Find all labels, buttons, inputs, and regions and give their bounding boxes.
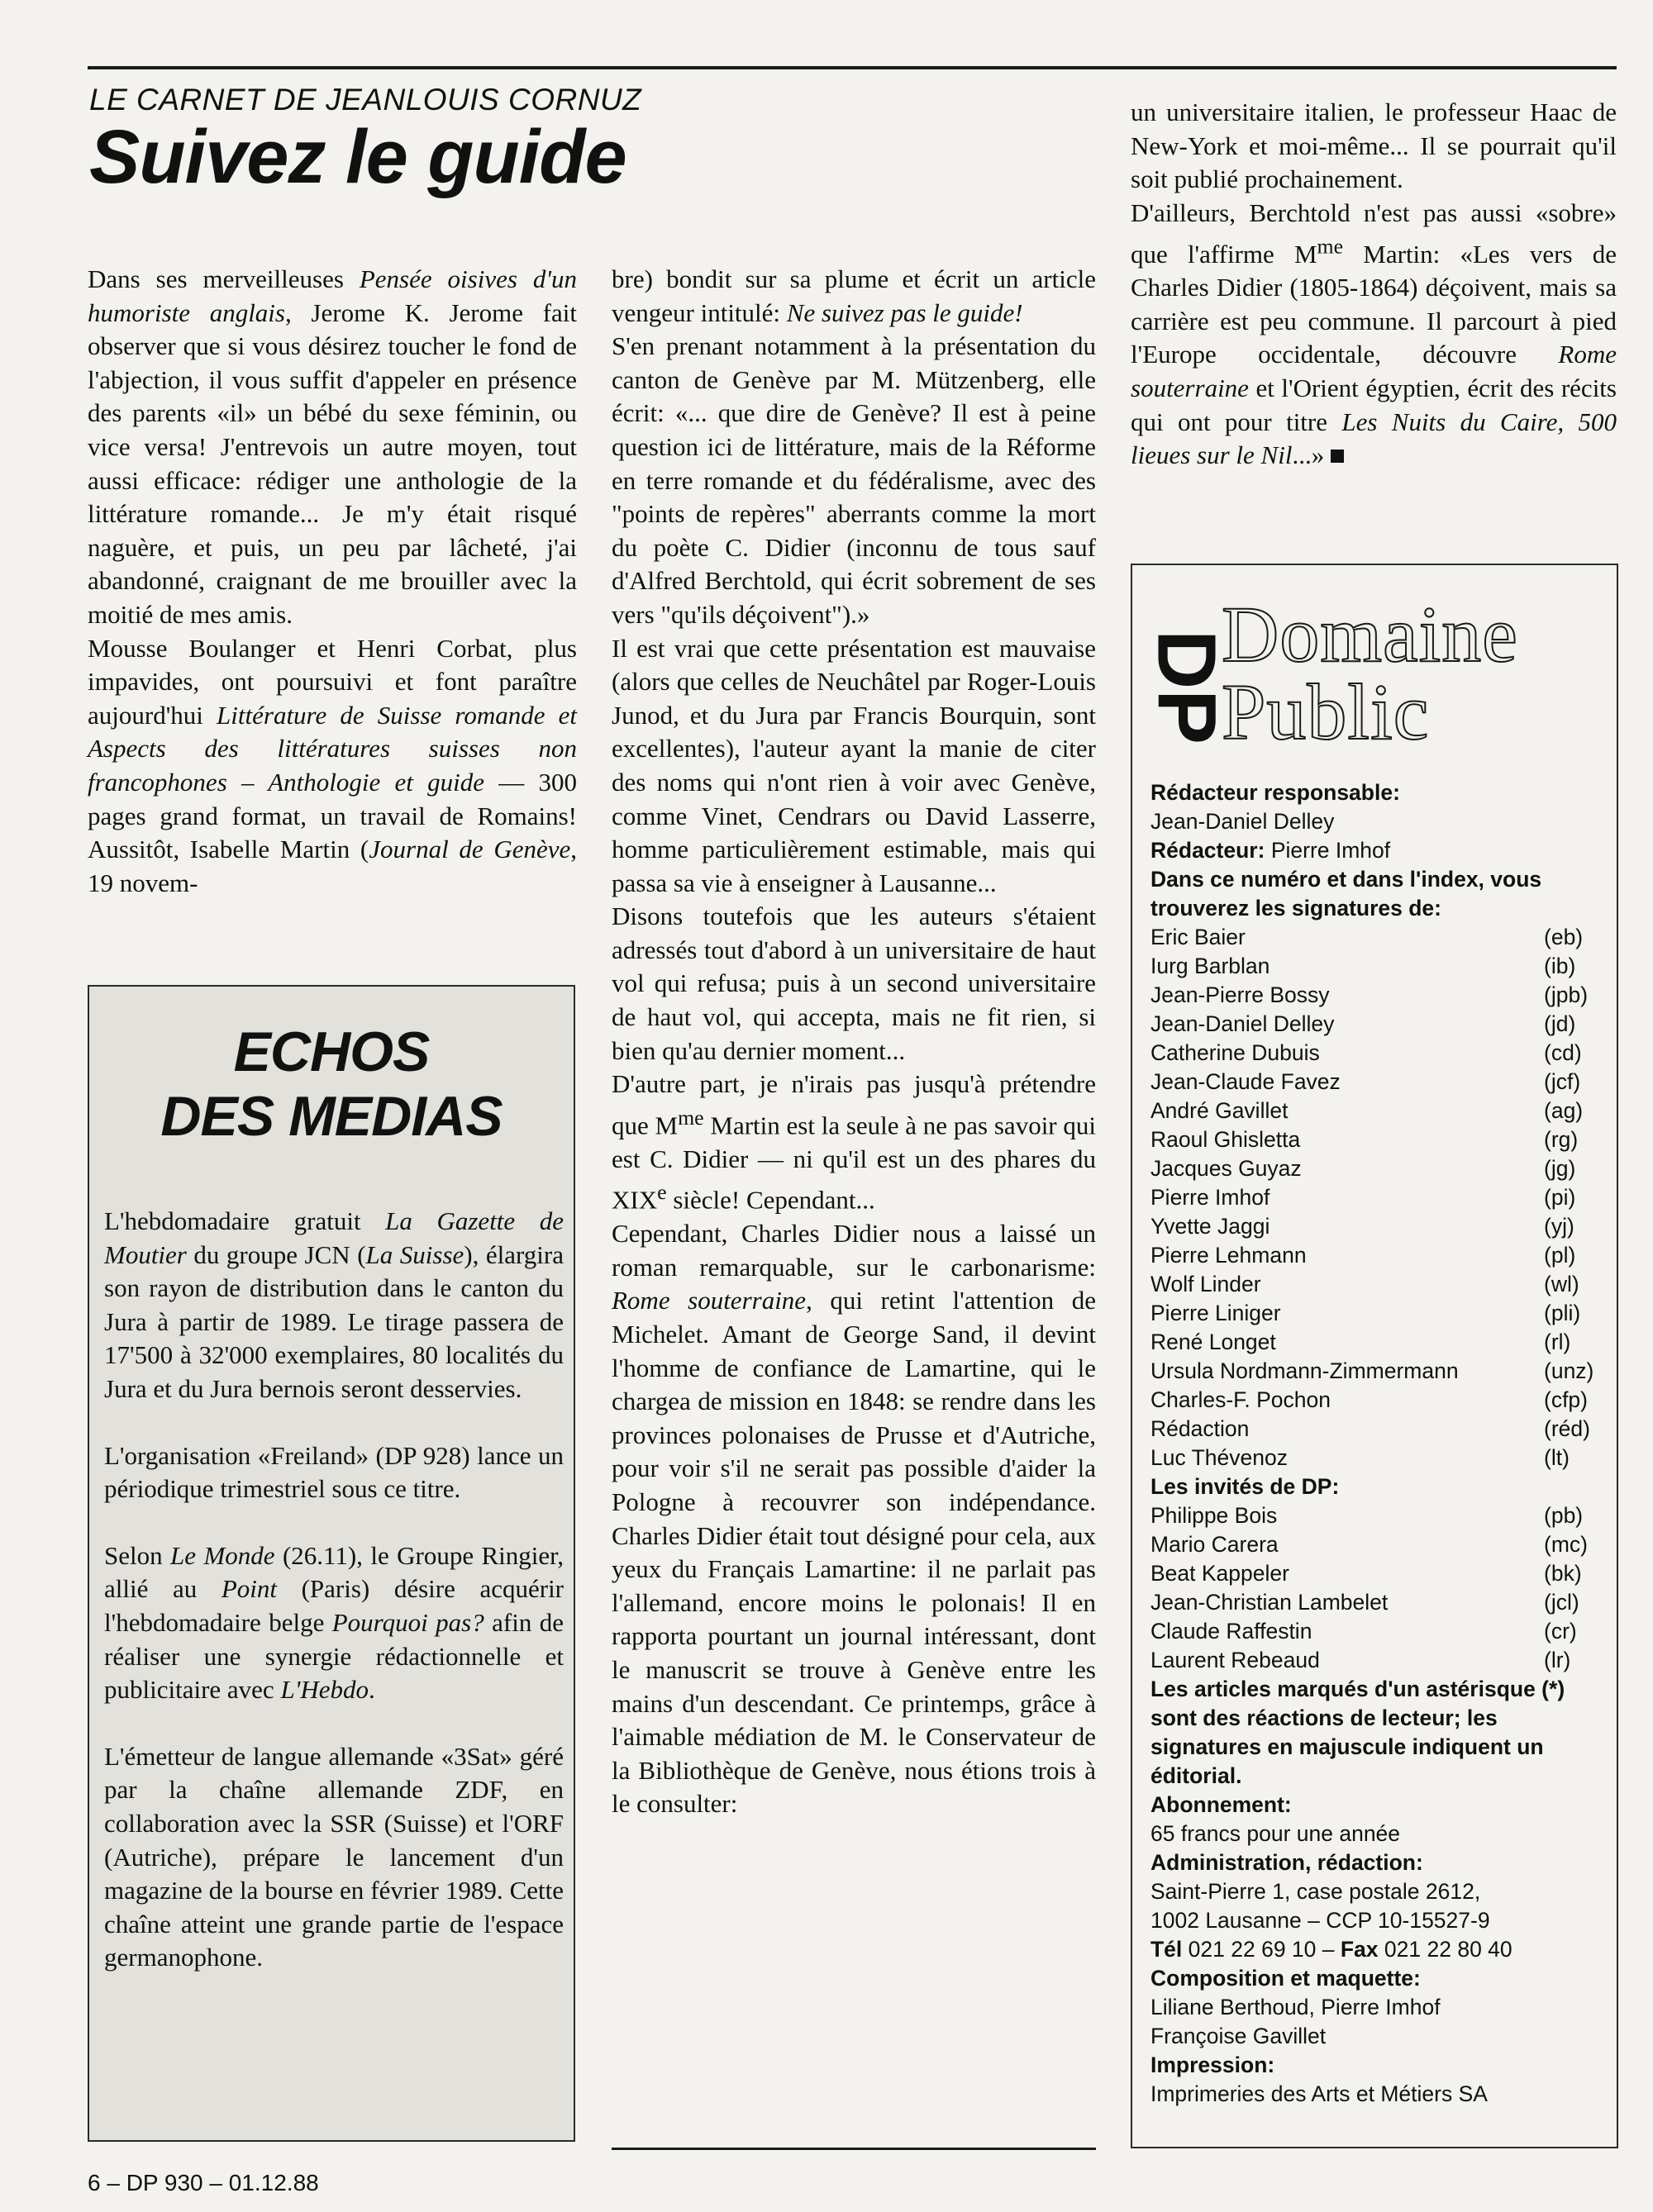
composition-label: Composition et maquette: — [1150, 1966, 1421, 1991]
masthead-box — [1131, 564, 1618, 2148]
signature-row — [1150, 1241, 1603, 1270]
echos-item: L'émetteur de langue allemande «3Sat» géré par la chaîne allemande ZDF, en collaboration avec la SSR (Suisse) et l'ORF (Autriche), prépare le lancement d'un magazine de la bourse en février 1989. Cette chaîne atteint une grande partie de l'espace germanophone. — [104, 1741, 564, 1972]
signature-row — [1150, 1501, 1603, 1530]
signature-row — [1150, 923, 1603, 952]
signature-row — [1150, 1010, 1603, 1039]
invites-list — [1150, 1501, 1603, 1675]
signature-name: Iurg Barblan — [1150, 954, 1270, 978]
signature-name: Jean-Daniel Delley — [1150, 1011, 1335, 1036]
article-final-paragraph: D'ailleurs, Berchtold n'est pas aussi «sobre» que l'affirme $M^{me}$ Martin: «Les vers de Charles Didier (1805-1864) déçoivent, mais sa carrière est peu commune. Il parcourt à pied l'Europe occidentale, découvre Rome souterraine et l'Orient égyptien, écrit des récits qui ont pour titre Les Nuits du Caire, 500 lieues sur le Nil...» — [1131, 197, 1617, 470]
signature-name: Pierre Lehmann — [1150, 1243, 1307, 1268]
signature-name: Luc Thévenoz — [1150, 1445, 1288, 1470]
address-line-2: 1002 Lausanne – CCP 10-15527-9 — [1150, 1908, 1490, 1933]
signature-initials: (wl) — [1544, 1272, 1579, 1296]
signature-row — [1150, 1357, 1603, 1386]
signature-row — [1150, 1068, 1603, 1096]
signature-initials: (cd) — [1544, 1040, 1582, 1065]
redacteur-line — [1150, 836, 1603, 865]
signature-name: Philippe Bois — [1150, 1503, 1278, 1528]
impression-value: Imprimeries des Arts et Métiers SA — [1150, 2081, 1488, 2106]
signature-row — [1150, 1299, 1603, 1328]
signature-initials: (jg) — [1544, 1156, 1576, 1181]
article-column-2 — [612, 263, 1096, 1821]
article-paragraph: bre) bondit sur sa plume et écrit un article vengeur intitulé: Ne suivez pas le guide! — [612, 264, 1096, 327]
responsable-label: Rédacteur responsable: — [1150, 780, 1400, 805]
signature-name: Pierre Liniger — [1150, 1301, 1281, 1325]
signature-name: Beat Kappeler — [1150, 1561, 1289, 1586]
signature-row — [1150, 952, 1603, 981]
signature-row — [1150, 1646, 1603, 1675]
signature-name: Claude Raffestin — [1150, 1619, 1312, 1644]
article-paragraph: Cependant, Charles Didier nous a laissé un roman remarquable, sur le carbonarisme: Rome souterraine, qui retint l'attention de Michelet. Amant de George Sand, il devint l'homme de confiance de Lamartine, qui le chargea de mission en 1848: se rendre dans les provinces polonaises de Prusse et d'Autriche, pour voir s'il ne serait pas possible d'aider la Pologne à recouvrer son indépendance. Charles Didier était tout désigné pour cela, aux yeux du Français Lamartine: il ne parlait pas l'allemand, encore moins le polonais! Il en rapporta pourtant un journal intéressant, dont le manuscrit se trouve à Genève entre les mains d'un descendant. Ce printemps, grâce à l'aimable médiation de M. le Conservateur de la Bibliothèque de Genève, nous étions trois à le consulter: — [612, 1219, 1096, 1819]
signature-initials: (pi) — [1544, 1185, 1576, 1210]
signature-row — [1150, 1617, 1603, 1646]
fax-label: Fax — [1340, 1937, 1379, 1962]
signature-initials: (unz) — [1544, 1358, 1594, 1383]
echos-item: L'hebdomadaire gratuit La Gazette de Moutier du groupe JCN (La Suisse), élargira son rayon de distribution dans le canton du Jura à partir de 1989. Le tirage passera de 17'500 à 32'000 exemplaires, 80 localités du Jura et du Jura bernois seront desservies. — [104, 1206, 564, 1403]
signature-name: Raoul Ghisletta — [1150, 1127, 1301, 1152]
article-paragraph: Mousse Boulanger et Henri Corbat, plus impavides, ont poursuivi et font paraître aujourd'hui Littérature de Suisse romande et Aspects des littératures suisses non francophones – Anthologie et guide — 300 pages grand format, un travail de Romains! Aussitôt, Isabelle Martin (Journal de Genève, 19 novem- — [88, 633, 578, 897]
redacteur-label: Rédacteur: — [1150, 838, 1265, 863]
echos-item: L'organisation «Freiland» (DP 928) lance un périodique trimestriel sous ce titre. — [104, 1440, 564, 1504]
signature-row — [1150, 1588, 1603, 1617]
signature-row — [1150, 1415, 1603, 1444]
signature-row — [1150, 1270, 1603, 1299]
abonnement-value: 65 francs pour une année — [1150, 1821, 1401, 1846]
signature-name: Wolf Linder — [1150, 1272, 1261, 1296]
credits — [1150, 778, 1603, 2109]
signatures-intro: Dans ce numéro et dans l'index, vous trouverez les signatures de: — [1150, 867, 1542, 920]
signature-initials: (pli) — [1544, 1301, 1581, 1325]
asterisk-note: Les articles marqués d'un astérisque (*) sont des réactions de lecteur; les signatures en majuscule indiquent un éditorial. — [1150, 1677, 1565, 1788]
fax-value: 021 22 80 40 — [1384, 1937, 1512, 1962]
tel-value: 021 22 69 10 — [1188, 1937, 1317, 1962]
signature-row — [1150, 1530, 1603, 1559]
signature-initials: (jcf) — [1544, 1069, 1581, 1094]
logo-word-domaine: Domaine — [1222, 590, 1518, 678]
dp-logo-icon — [1140, 597, 1233, 744]
signature-name: Jean-Christian Lambelet — [1150, 1590, 1389, 1615]
article-paragraph: Il est vrai que cette présentation est mauvaise (alors que celles de Neuchâtel par Roger-Louis Junod, et du Jura par Francis Bourquin, sont excellentes), l'auteur ayant la manie de citer des noms qui n'ont rien à voir avec Genève, comme Vinet, Cendrars ou David Lasserre, homme particulièrement estimable, mais qui passa sa vie à enseigner à Lausanne... — [612, 633, 1096, 897]
signature-initials: (rl) — [1544, 1330, 1571, 1354]
signature-row — [1150, 1212, 1603, 1241]
dp-logo-initials: DP — [1140, 630, 1233, 744]
composition-line-2: Françoise Gavillet — [1150, 2024, 1327, 2048]
signature-row — [1150, 1125, 1603, 1154]
signature-list — [1150, 923, 1603, 1472]
top-rule — [88, 66, 1617, 69]
signature-name: Mario Carera — [1150, 1532, 1279, 1557]
responsable-name: Jean-Daniel Delley — [1150, 809, 1335, 834]
administration-label: Administration, rédaction: — [1150, 1850, 1423, 1875]
article-paragraph: Disons toutefois que les auteurs s'étaient adressés tout d'abord à un universitaire de haut vol qui refusa; puis à un second universitaire de haut vol, qui accepta, mais ne fit rien, si bien qu'au dernier moment... — [612, 901, 1096, 1065]
signature-row — [1150, 1559, 1603, 1588]
signature-name: Catherine Dubuis — [1150, 1040, 1320, 1065]
impression-label: Impression: — [1150, 2053, 1275, 2077]
redacteur-name: Pierre Imhof — [1270, 838, 1391, 863]
signature-initials: (lr) — [1544, 1648, 1571, 1672]
echos-body — [104, 1205, 564, 2008]
end-mark-icon — [1331, 450, 1344, 463]
signature-name: André Gavillet — [1150, 1098, 1289, 1123]
signature-name: Jean-Claude Favez — [1150, 1069, 1341, 1094]
article-paragraph: Dans ses merveilleuses Pensée oisives d'un humoriste anglais, Jerome K. Jerome fait observer que si vous désirez toucher le fond de l'abjection, il vous suffit d'appeler en présence des parents «il» un bébé du sexe féminin, ou vice versa! J'entrevois un autre moyen, tout aussi efficace: rédiger une anthologie de la littérature romande... Je m'y était risqué naguère, et puis, un peu par lâcheté, j'ai abandonné, craignant de me brouiller avec la moitié de mes amis. — [88, 264, 577, 629]
echos-des-medias-box — [88, 985, 575, 2142]
article-paragraph — [1131, 197, 1617, 473]
signature-row — [1150, 981, 1603, 1010]
signature-row — [1150, 1154, 1603, 1183]
signature-name: Rédaction — [1150, 1416, 1250, 1441]
signature-initials: (yj) — [1544, 1214, 1574, 1239]
signature-initials: (rg) — [1544, 1127, 1579, 1152]
page-folio: 6 – DP 930 – 01.12.88 — [88, 2170, 319, 2195]
column-kicker: LE CARNET DE JEANLOUIS CORNUZ — [89, 83, 642, 117]
abonnement-label: Abonnement: — [1150, 1792, 1292, 1817]
echos-title-line-2: DES MEDIAS — [160, 1085, 503, 1148]
signature-row — [1150, 1039, 1603, 1068]
signature-name: René Longet — [1150, 1330, 1276, 1354]
signature-name: Eric Baier — [1150, 925, 1246, 949]
echos-item: Selon Le Monde (26.11), le Groupe Ringier, allié au Point (Paris) désire acquérir l'hebdomadaire belge Pourquoi pas? afin de réaliser une synergie rédactionnelle et publicitaire avec L'Hebdo. — [104, 1540, 564, 1705]
signature-row — [1150, 1096, 1603, 1125]
article-paragraph: D'autre part, je n'irais pas jusqu'à prétendre que $M^{me}$ Martin est la seule à ne pas savoir qui est C. Didier — ni qu'il est un des phares du XIXe siècle! Cependant... — [612, 1069, 1096, 1215]
signature-initials: (cr) — [1544, 1619, 1577, 1644]
signature-initials: (ib) — [1544, 954, 1576, 978]
tel-label: Tél — [1150, 1937, 1183, 1962]
signature-row — [1150, 1386, 1603, 1415]
echos-title-line-1: ECHOS — [233, 1020, 430, 1083]
signature-initials: (pl) — [1544, 1243, 1576, 1268]
signature-row — [1150, 1183, 1603, 1212]
phone-fax-line: Tél 021 22 69 10 – Fax 021 22 80 40 — [1150, 1937, 1512, 1962]
address-line-1: Saint-Pierre 1, case postale 2612, — [1150, 1879, 1481, 1904]
signature-name: Jacques Guyaz — [1150, 1156, 1302, 1181]
signature-initials: (jcl) — [1544, 1590, 1579, 1615]
column-end-rule — [612, 2148, 1096, 2150]
signature-initials: (ag) — [1544, 1098, 1584, 1123]
signature-initials: (mc) — [1544, 1532, 1588, 1557]
signature-initials: (bk) — [1544, 1561, 1582, 1586]
signature-name: Ursula Nordmann-Zimmermann — [1150, 1358, 1459, 1383]
article-paragraph: un universitaire italien, le professeur Haac de New-York et moi-même... Il se pourrait qu'il soit publié prochainement. — [1131, 98, 1617, 194]
signature-name: Charles-F. Pochon — [1150, 1387, 1331, 1412]
signature-initials: (jpb) — [1544, 982, 1589, 1007]
signature-name: Pierre Imhof — [1150, 1185, 1270, 1210]
signature-initials: (lt) — [1544, 1445, 1570, 1470]
article-column-3 — [1131, 96, 1617, 473]
signature-initials: (eb) — [1544, 925, 1584, 949]
signature-initials: (réd) — [1544, 1416, 1590, 1441]
signature-name: Yvette Jaggi — [1150, 1214, 1270, 1239]
signature-row — [1150, 1444, 1603, 1472]
signature-initials: (cfp) — [1544, 1387, 1588, 1412]
signature-name: Jean-Pierre Bossy — [1150, 982, 1330, 1007]
signature-initials: (pb) — [1544, 1503, 1584, 1528]
echos-title — [89, 1020, 574, 1149]
signature-row — [1150, 1328, 1603, 1357]
logo-word-public: Public — [1222, 668, 1430, 756]
invites-label: Les invités de DP: — [1150, 1474, 1340, 1499]
signature-initials: (jd) — [1544, 1011, 1576, 1036]
composition-line-1: Liliane Berthoud, Pierre Imhof — [1150, 1995, 1441, 2019]
article-headline: Suivez le guide — [89, 115, 626, 199]
article-column-1 — [88, 263, 577, 900]
article-paragraph: S'en prenant notamment à la présentation du canton de Genève par M. Mützenberg, elle écrit: «... que dire de Genève? Il est à peine question ici de littérature, mais de la Réforme en terre romande et du fédéralisme, avec des "points de repères" aberrants comme la mort du poète C. Didier (inconnu de tous sauf d'Alfred Berchtold, qui écrit sobrement de ses vers "qu'ils déçoivent").» — [612, 331, 1096, 629]
signature-name: Laurent Rebeaud — [1150, 1648, 1320, 1672]
